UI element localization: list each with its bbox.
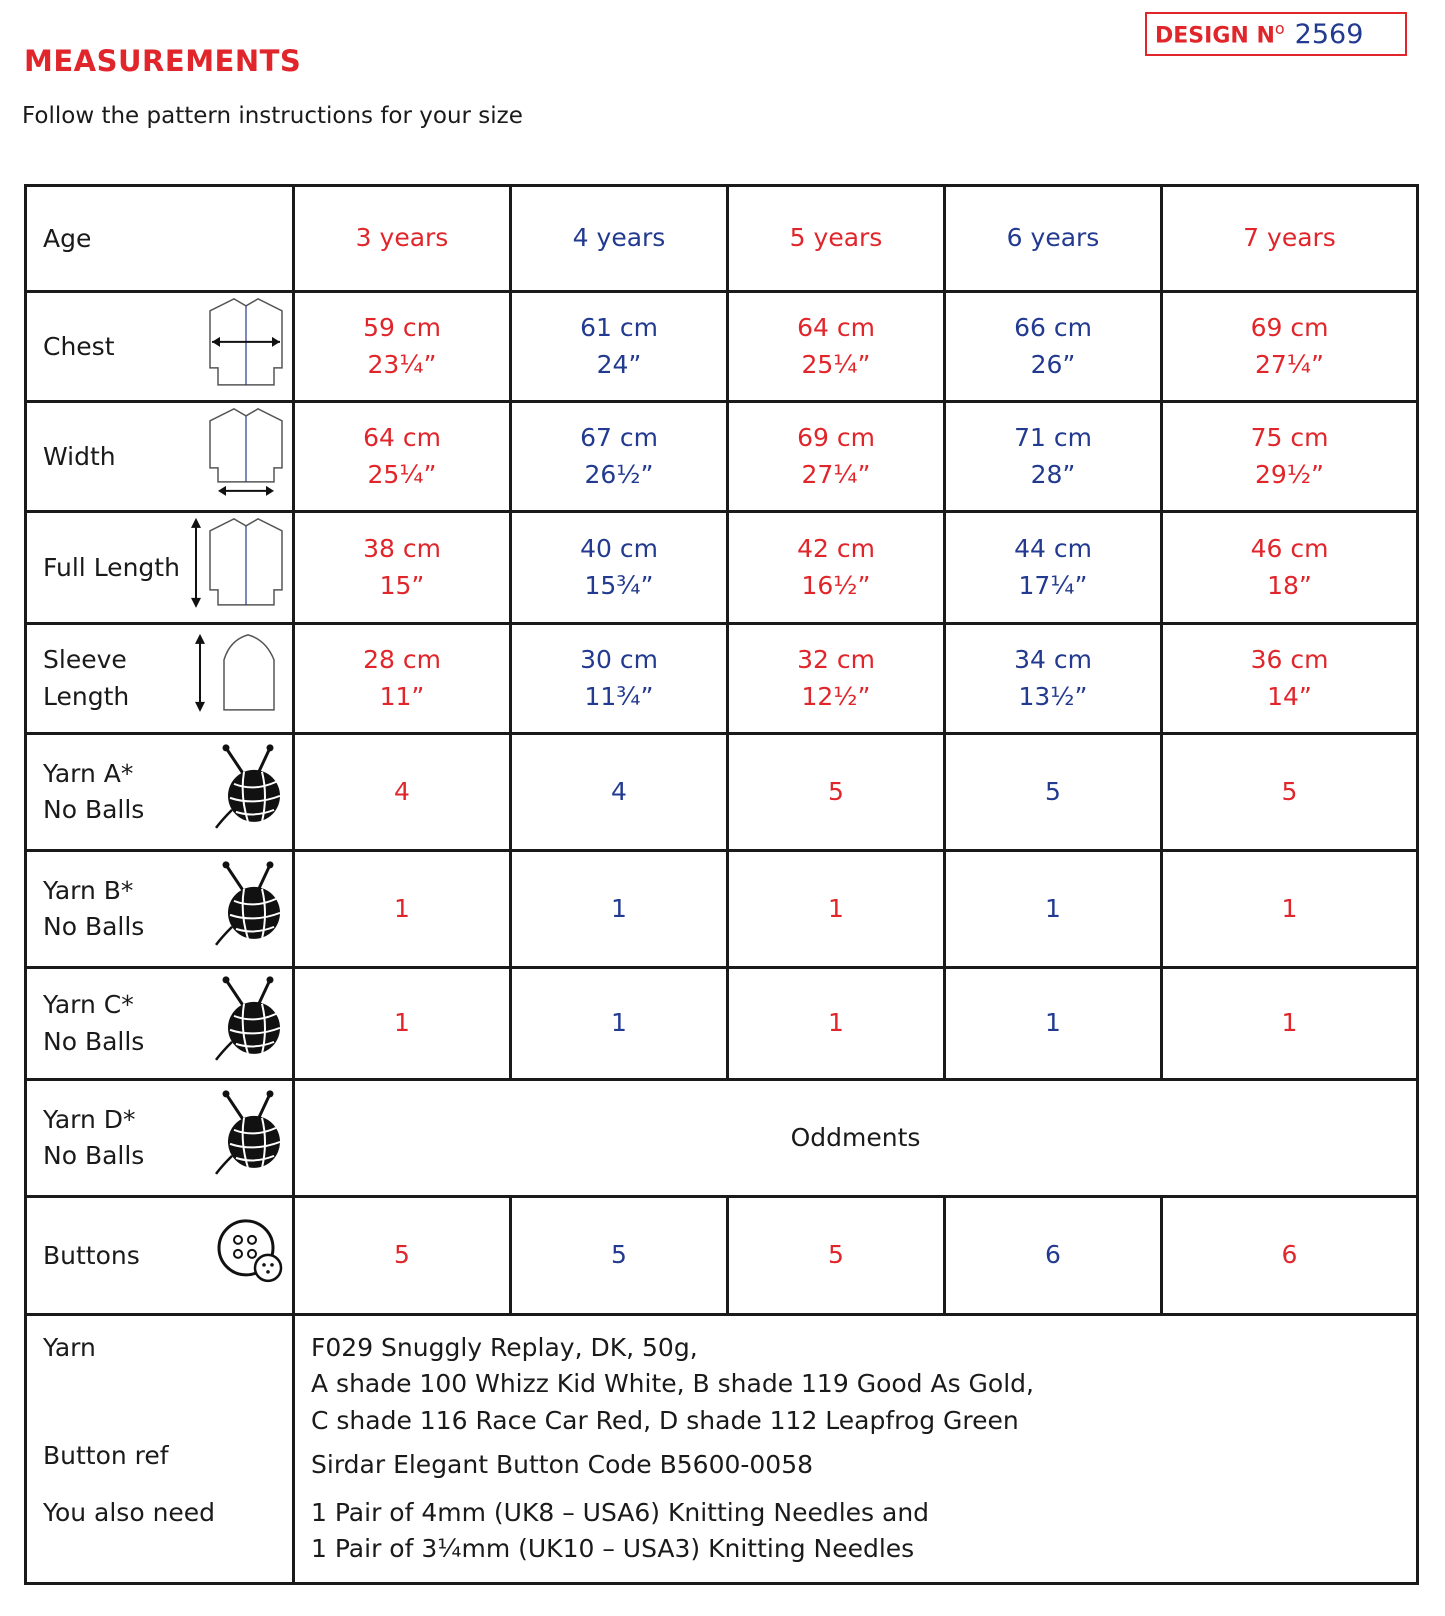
yarn-b-cell: 1 (511, 851, 728, 968)
sleeve-length-cell: 28 cm 11” (294, 624, 511, 734)
yarn-ball-icon (214, 975, 286, 1071)
width-cell: 75 cm 29½” (1162, 402, 1418, 512)
age-label: Age (26, 186, 294, 292)
sleeve-length-icon (192, 631, 286, 725)
buttons-cell: 6 (945, 1197, 1162, 1315)
chest-cell: 69 cm 27¼” (1162, 292, 1418, 402)
yarn-c-cell: 1 (294, 968, 511, 1080)
full-length-row (26, 512, 1418, 624)
width-label-cell (26, 402, 294, 512)
size-header: 4 years (511, 186, 728, 292)
buttons-row (26, 1197, 1418, 1315)
yarn-ball-icon (214, 744, 286, 840)
width-cell: 64 cm 25¼” (294, 402, 511, 512)
sleeve-length-cell: 34 cm 13½” (945, 624, 1162, 734)
yarn-a-cell: 5 (1162, 734, 1418, 851)
button-ref-label: Button ref (43, 1441, 169, 1471)
yarn-c-cell: 1 (511, 968, 728, 1080)
button-ref-text: Sirdar Elegant Button Code B5600-0058 (311, 1449, 814, 1479)
chest-garment-icon (206, 295, 286, 397)
button-icon (214, 1217, 286, 1293)
width-cell: 71 cm 28” (945, 402, 1162, 512)
yarn-c-cell: 1 (945, 968, 1162, 1080)
chest-cell: 61 cm 24” (511, 292, 728, 402)
measurements-table (24, 184, 1419, 1585)
yarn-d-label-cell (26, 1080, 294, 1197)
width-garment-icon (206, 405, 286, 507)
yarn-b-row (26, 851, 1418, 968)
buttons-cell: 5 (511, 1197, 728, 1315)
yarn-b-cell: 1 (728, 851, 945, 968)
chest-label-cell (26, 292, 294, 402)
yarn-d-oddments-cell: Oddments (294, 1080, 1418, 1197)
sleeve-length-row (26, 624, 1418, 734)
sleeve-length-cell: 36 cm 14” (1162, 624, 1418, 734)
row-label: Width (43, 441, 116, 471)
design-number-box (1145, 12, 1407, 56)
size-header: 7 years (1162, 186, 1418, 292)
buttons-label-cell (26, 1197, 294, 1315)
row-label: Yarn A* No Balls (43, 758, 145, 824)
width-cell: 67 cm 26½” (511, 402, 728, 512)
row-label: Yarn C* No Balls (43, 990, 145, 1056)
also-need-label: You also need (43, 1497, 216, 1527)
yarn-b-cell: 1 (945, 851, 1162, 968)
full-length-cell: 40 cm 15¾” (511, 512, 728, 624)
sleeve-length-cell: 30 cm 11¾” (511, 624, 728, 734)
size-header: 6 years (945, 186, 1162, 292)
yarn-c-label-cell (26, 968, 294, 1080)
buttons-cell: 5 (728, 1197, 945, 1315)
chest-cell: 64 cm 25¼” (728, 292, 945, 402)
full-length-label-cell (26, 512, 294, 624)
yarn-line: A shade 100 Whizz Kid White, B shade 119 Good As Gold, (311, 1369, 1034, 1399)
yarn-a-row (26, 734, 1418, 851)
yarn-label: Yarn (43, 1333, 96, 1362)
full-length-cell: 46 cm 18” (1162, 512, 1418, 624)
size-header: 5 years (728, 186, 945, 292)
yarn-a-cell: 4 (511, 734, 728, 851)
materials-row (26, 1315, 1418, 1584)
full-length-garment-icon (188, 515, 286, 619)
row-label: Yarn B* No Balls (43, 875, 145, 941)
yarn-ball-icon (214, 861, 286, 957)
yarn-b-cell: 1 (1162, 851, 1418, 968)
needles-line: 1 Pair of 3¼mm (UK10 – USA3) Knitting Needles (311, 1534, 915, 1564)
yarn-ball-icon (214, 1090, 286, 1186)
design-label: DESIGN $N^o$ (1155, 19, 1285, 49)
size-header: 3 years (294, 186, 511, 292)
yarn-b-label-cell (26, 851, 294, 968)
sleeve-length-cell: 32 cm 12½” (728, 624, 945, 734)
yarn-line: C shade 116 Race Car Red, D shade 112 Leapfrog Green (311, 1405, 1019, 1435)
yarn-a-cell: 4 (294, 734, 511, 851)
width-row (26, 402, 1418, 512)
yarn-c-row (26, 968, 1418, 1080)
chest-row (26, 292, 1418, 402)
yarn-c-cell: 1 (728, 968, 945, 1080)
age-row (26, 186, 1418, 292)
yarn-d-row (26, 1080, 1418, 1197)
row-label: Full Length (43, 552, 180, 582)
chest-cell: 59 cm 23¼” (294, 292, 511, 402)
row-label: Yarn D* No Balls (43, 1104, 145, 1170)
width-cell: 69 cm 27¼” (728, 402, 945, 512)
row-label: Chest (43, 331, 115, 361)
page-subtitle: Follow the pattern instructions for your size (22, 103, 523, 129)
yarn-line: F029 Snuggly Replay, DK, 50g, (311, 1333, 698, 1362)
full-length-cell: 42 cm 16½” (728, 512, 945, 624)
yarn-a-label-cell (26, 734, 294, 851)
yarn-a-cell: 5 (945, 734, 1162, 851)
materials-details (294, 1315, 1418, 1584)
row-label: Buttons (43, 1240, 140, 1270)
yarn-c-cell: 1 (1162, 968, 1418, 1080)
yarn-a-cell: 5 (728, 734, 945, 851)
buttons-cell: 5 (294, 1197, 511, 1315)
needles-line: 1 Pair of 4mm (UK8 – USA6) Knitting Needles and (311, 1498, 930, 1527)
full-length-cell: 38 cm 15” (294, 512, 511, 624)
page-title: MEASUREMENTS (24, 44, 302, 78)
yarn-b-cell: 1 (294, 851, 511, 968)
design-number: 2569 (1294, 18, 1364, 50)
materials-labels (26, 1315, 294, 1584)
full-length-cell: 44 cm 17¼” (945, 512, 1162, 624)
chest-cell: 66 cm 26” (945, 292, 1162, 402)
sleeve-length-label-cell (26, 624, 294, 734)
row-label: Sleeve Length (43, 645, 130, 711)
buttons-cell: 6 (1162, 1197, 1418, 1315)
